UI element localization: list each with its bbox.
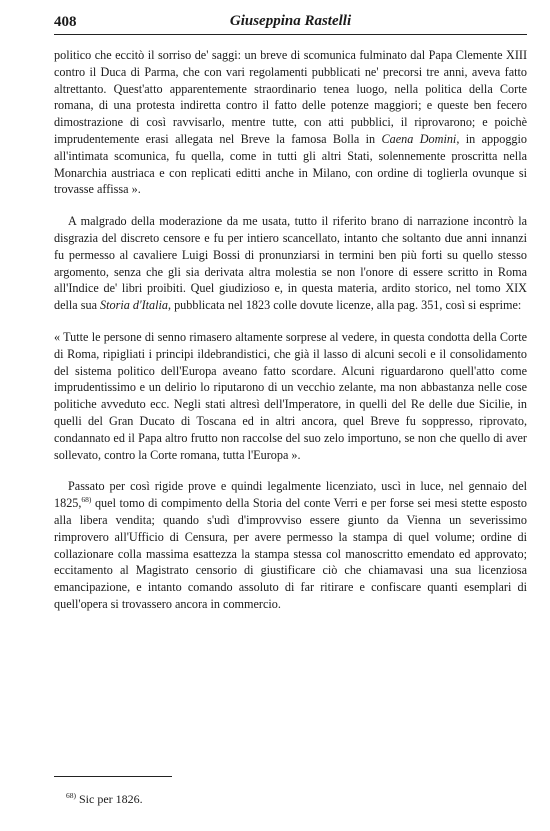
paragraph-1-end: , in appoggio all'intimata scomunica, fu quella, come in tutti gli altri Stati, solennemente proscritta nella Monarchia austriaca e con replicati editti anche in Milano, con ordine di toglierla ovunque si trovasse affissa ».: [54, 131, 527, 197]
block-quote: [54, 329, 527, 463]
page-number: 408: [54, 14, 77, 30]
paragraph-2-end: , pubblicata nel 1823 colle dovute licenze, alla pag. 351, così si esprime:: [167, 298, 522, 313]
footnote-divider: [54, 776, 172, 777]
paragraph-1: [54, 47, 527, 198]
quote-text: « Tutte le persone di senno rimasero altamente sorprese al vedere, in questa condotta della Corte di Roma, ripigliati i principi ildebrandistici, che già il lasso di alcuni secoli e il consolidamento del sistema politico dell'Europa aveano fatto scordare. Alcuni riguardarono quell'atto come imprudentissimo e un delirio lo riputarono di un vecchio zelante, ma non abbastanza nelle cose politiche avveduto ecc. Negli stati altresì dell'Imperatore, in quelli del Re delle due Sicilie, in quelli del Gran Ducato di Toscana ed in altri ancora, quel Breve fu soppresso, riprovato, condannato ed il Papa altro frutto non raccolse del suo zelo importuno, se non che quello di aver sollevato, contro la Corte romana, tutta l'Europa ».: [54, 329, 527, 462]
paragraph-3-end: quel tomo di compimento della Storia del conte Verri e per forse sei mesi stette esposto alla libera vendita; quando s'udì d'improvviso essere giunto da Vienna un severissimo rimprovero all'Ufficio di Censura, per avere permesso la stampa di quel volume; ordine di collazionare colla massima esattezza la stampa stessa col manoscritto emendato ed approvato; eccitamento al Magistrato censorio di giustificare ciò che chiamavasi una sua licenziosa emancipazione, e intanto comando assoluto di far ritirare e confiscare quanti esemplari di quell'opera si trovassero ancora in commercio.: [54, 496, 527, 611]
paragraph-3: [54, 478, 527, 612]
paragraph-2-text: A malgrado della moderazione da me usata, tutto il riferito brano di narrazione incontrò la disgrazia del discreto censore e fu per intiero scancellato, intanto che soltanto due anni innanzi fu permesso al cavaliere Luigi Bossi di pronunziarsi in termini ben più forti su quello stesso argomento, senza che gli sia derivata altra molestia se non l'onore di essere scritto in Roma all'Indice de' libri proibiti. Quel giudizioso e, in questa materia, ardito storico, nel tomo XIX della sua: [54, 214, 527, 313]
page-header: [54, 8, 527, 35]
paragraph-2: [54, 213, 527, 314]
paragraph-1-italic: Caena Domini: [381, 131, 457, 146]
footnote: [66, 792, 143, 807]
paragraph-3-start: Passato per così rigide prove e quindi legalmente licenziato, uscì in luce, nel gennaio del 1825,: [54, 479, 527, 511]
footnote-marker: 68): [66, 791, 76, 800]
running-head: Giuseppina Rastelli: [229, 13, 352, 29]
footnote-reference[interactable]: 68): [81, 495, 92, 505]
body-text: [54, 47, 527, 613]
paragraph-1-text: politico che eccitò il sorriso de' saggi: un breve di scomunica fulminato dal Papa Clemente XIII contro il Duca di Parma, che con vari regolamenti pubblicati ne' precorsi tre anni, aveva fatto altrettanto. Quest'atto apparentemente straordinario tenea luogo, nella politica della Corte romana, di una protesta indiretta contro il fatto delle potenze maggiori; e queste ben fecero dimostrazione di così ravvisarlo, mentre tutte, con atti pubblici, il riprovarono; e poichè imprudentemente erasi allegata nel Breve la famosa Bolla in: [54, 48, 527, 146]
footnote-text: Sic per 1826.: [76, 792, 143, 806]
book-page: [54, 8, 527, 613]
paragraph-2-italic: Storia d'Italia: [100, 298, 168, 313]
